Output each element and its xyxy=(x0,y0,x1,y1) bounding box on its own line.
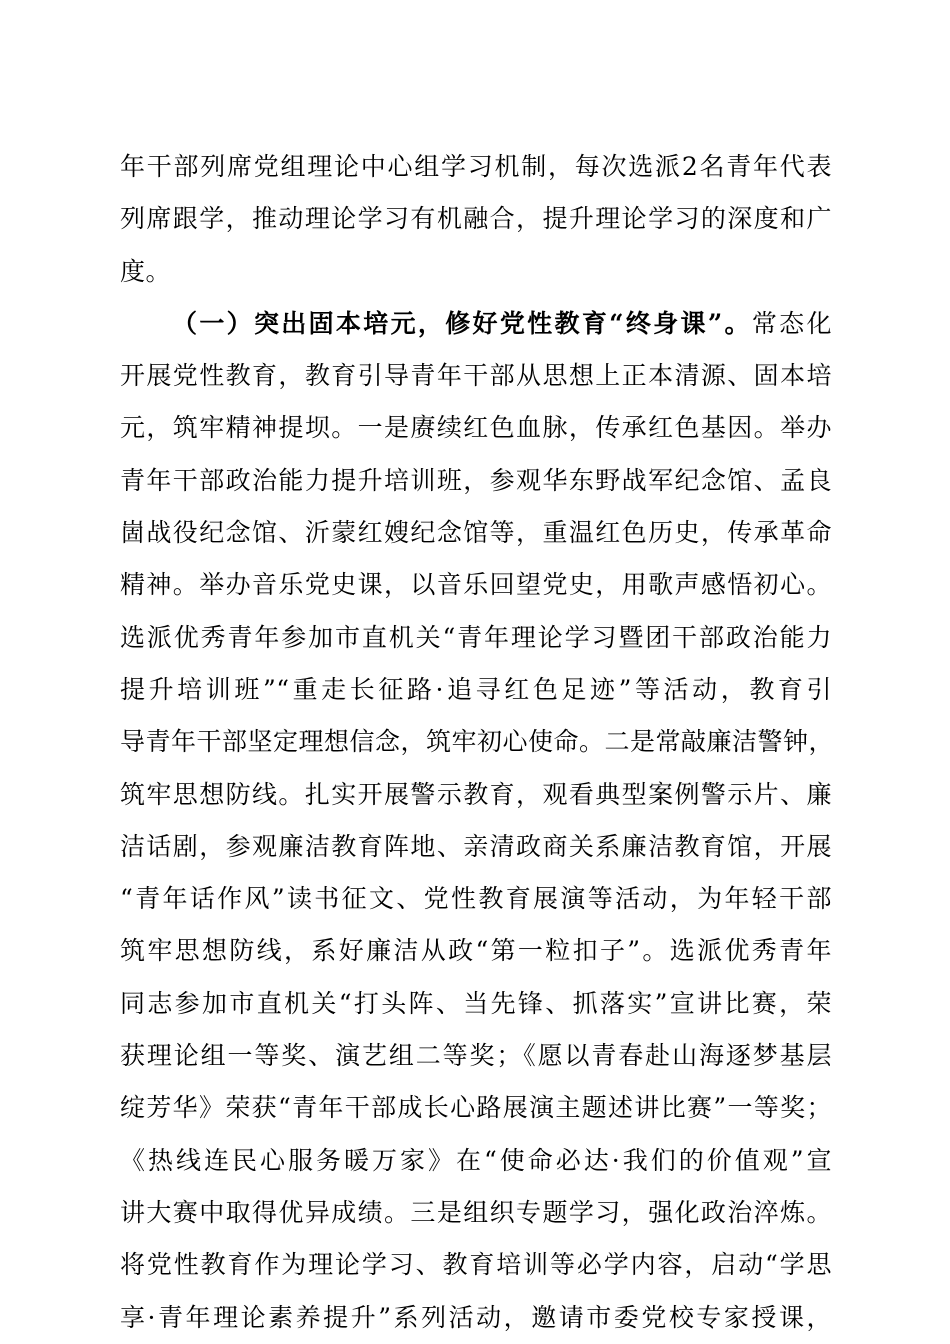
text-line: 精神。举办音乐党史课，以音乐回望党史，用歌声感悟初心。 xyxy=(120,570,832,600)
text-line: 绽芳华》荣获“青年干部成长心路展演主题述讲比赛”一等奖； xyxy=(120,1093,832,1123)
text-line: 选派优秀青年参加市直机关“青年理论学习暨团干部政治能力 xyxy=(120,622,832,652)
text-line: 讲大赛中取得优异成绩。三是组织专题学习，强化政治淬炼。 xyxy=(120,1197,832,1227)
text-line: 年干部列席党组理论中心组学习机制，每次选派2名青年代表 xyxy=(120,152,832,181)
text-line: 筑牢思想防线。扎实开展警示教育，观看典型案例警示片、廉 xyxy=(120,779,832,809)
text-line: 同志参加市直机关“打头阵、当先锋、抓落实”宣讲比赛，荣 xyxy=(120,988,832,1018)
text-line: 列席跟学，推动理论学习有机融合，提升理论学习的深度和广 xyxy=(120,204,832,234)
text-line: 《热线连民心服务暖万家》在“使命必达·我们的价值观”宣 xyxy=(120,1145,832,1175)
section-heading: （一）突出固本培元，修好党性教育“终身课”。 xyxy=(172,308,752,338)
document-body xyxy=(120,141,835,1344)
text-line: “青年话作风”读书征文、党性教育展演等活动，为年轻干部 xyxy=(120,884,832,914)
text-line: 开展党性教育，教育引导青年干部从思想上正本清源、固本培 xyxy=(120,361,832,391)
text-line: 元，筑牢精神提坝。一是赓续红色血脉，传承红色基因。举办 xyxy=(120,413,832,443)
text-line: 提升培训班”“重走长征路·追寻红色足迹”等活动，教育引 xyxy=(120,674,832,704)
text-line: 度。 xyxy=(120,256,172,286)
text-line: 筑牢思想防线，系好廉洁从政“第一粒扣子”。选派优秀青年 xyxy=(120,936,832,966)
text-line: 将党性教育作为理论学习、教育培训等必学内容，启动“学思 xyxy=(120,1250,832,1280)
text-line: 常态化 xyxy=(751,308,832,338)
text-line: 获理论组一等奖、演艺组二等奖；《愿以青春赴山海逐梦基层 xyxy=(120,1041,832,1071)
text-line: 洁话剧，参观廉洁教育阵地、亲清政商关系廉洁教育馆，开展 xyxy=(120,831,832,861)
text-line: 青年干部政治能力提升培训班，参观华东野战军纪念馆、孟良 xyxy=(120,465,832,495)
text-line: 崮战役纪念馆、沂蒙红嫂纪念馆等，重温红色历史，传承革命 xyxy=(120,518,832,548)
section-heading-line xyxy=(120,298,832,350)
text-line: 导青年干部坚定理想信念，筑牢初心使命。二是常敲廉洁警钟， xyxy=(120,727,835,757)
text-line: 享·青年理论素养提升”系列活动，邀请市委党校专家授课， xyxy=(120,1302,832,1332)
